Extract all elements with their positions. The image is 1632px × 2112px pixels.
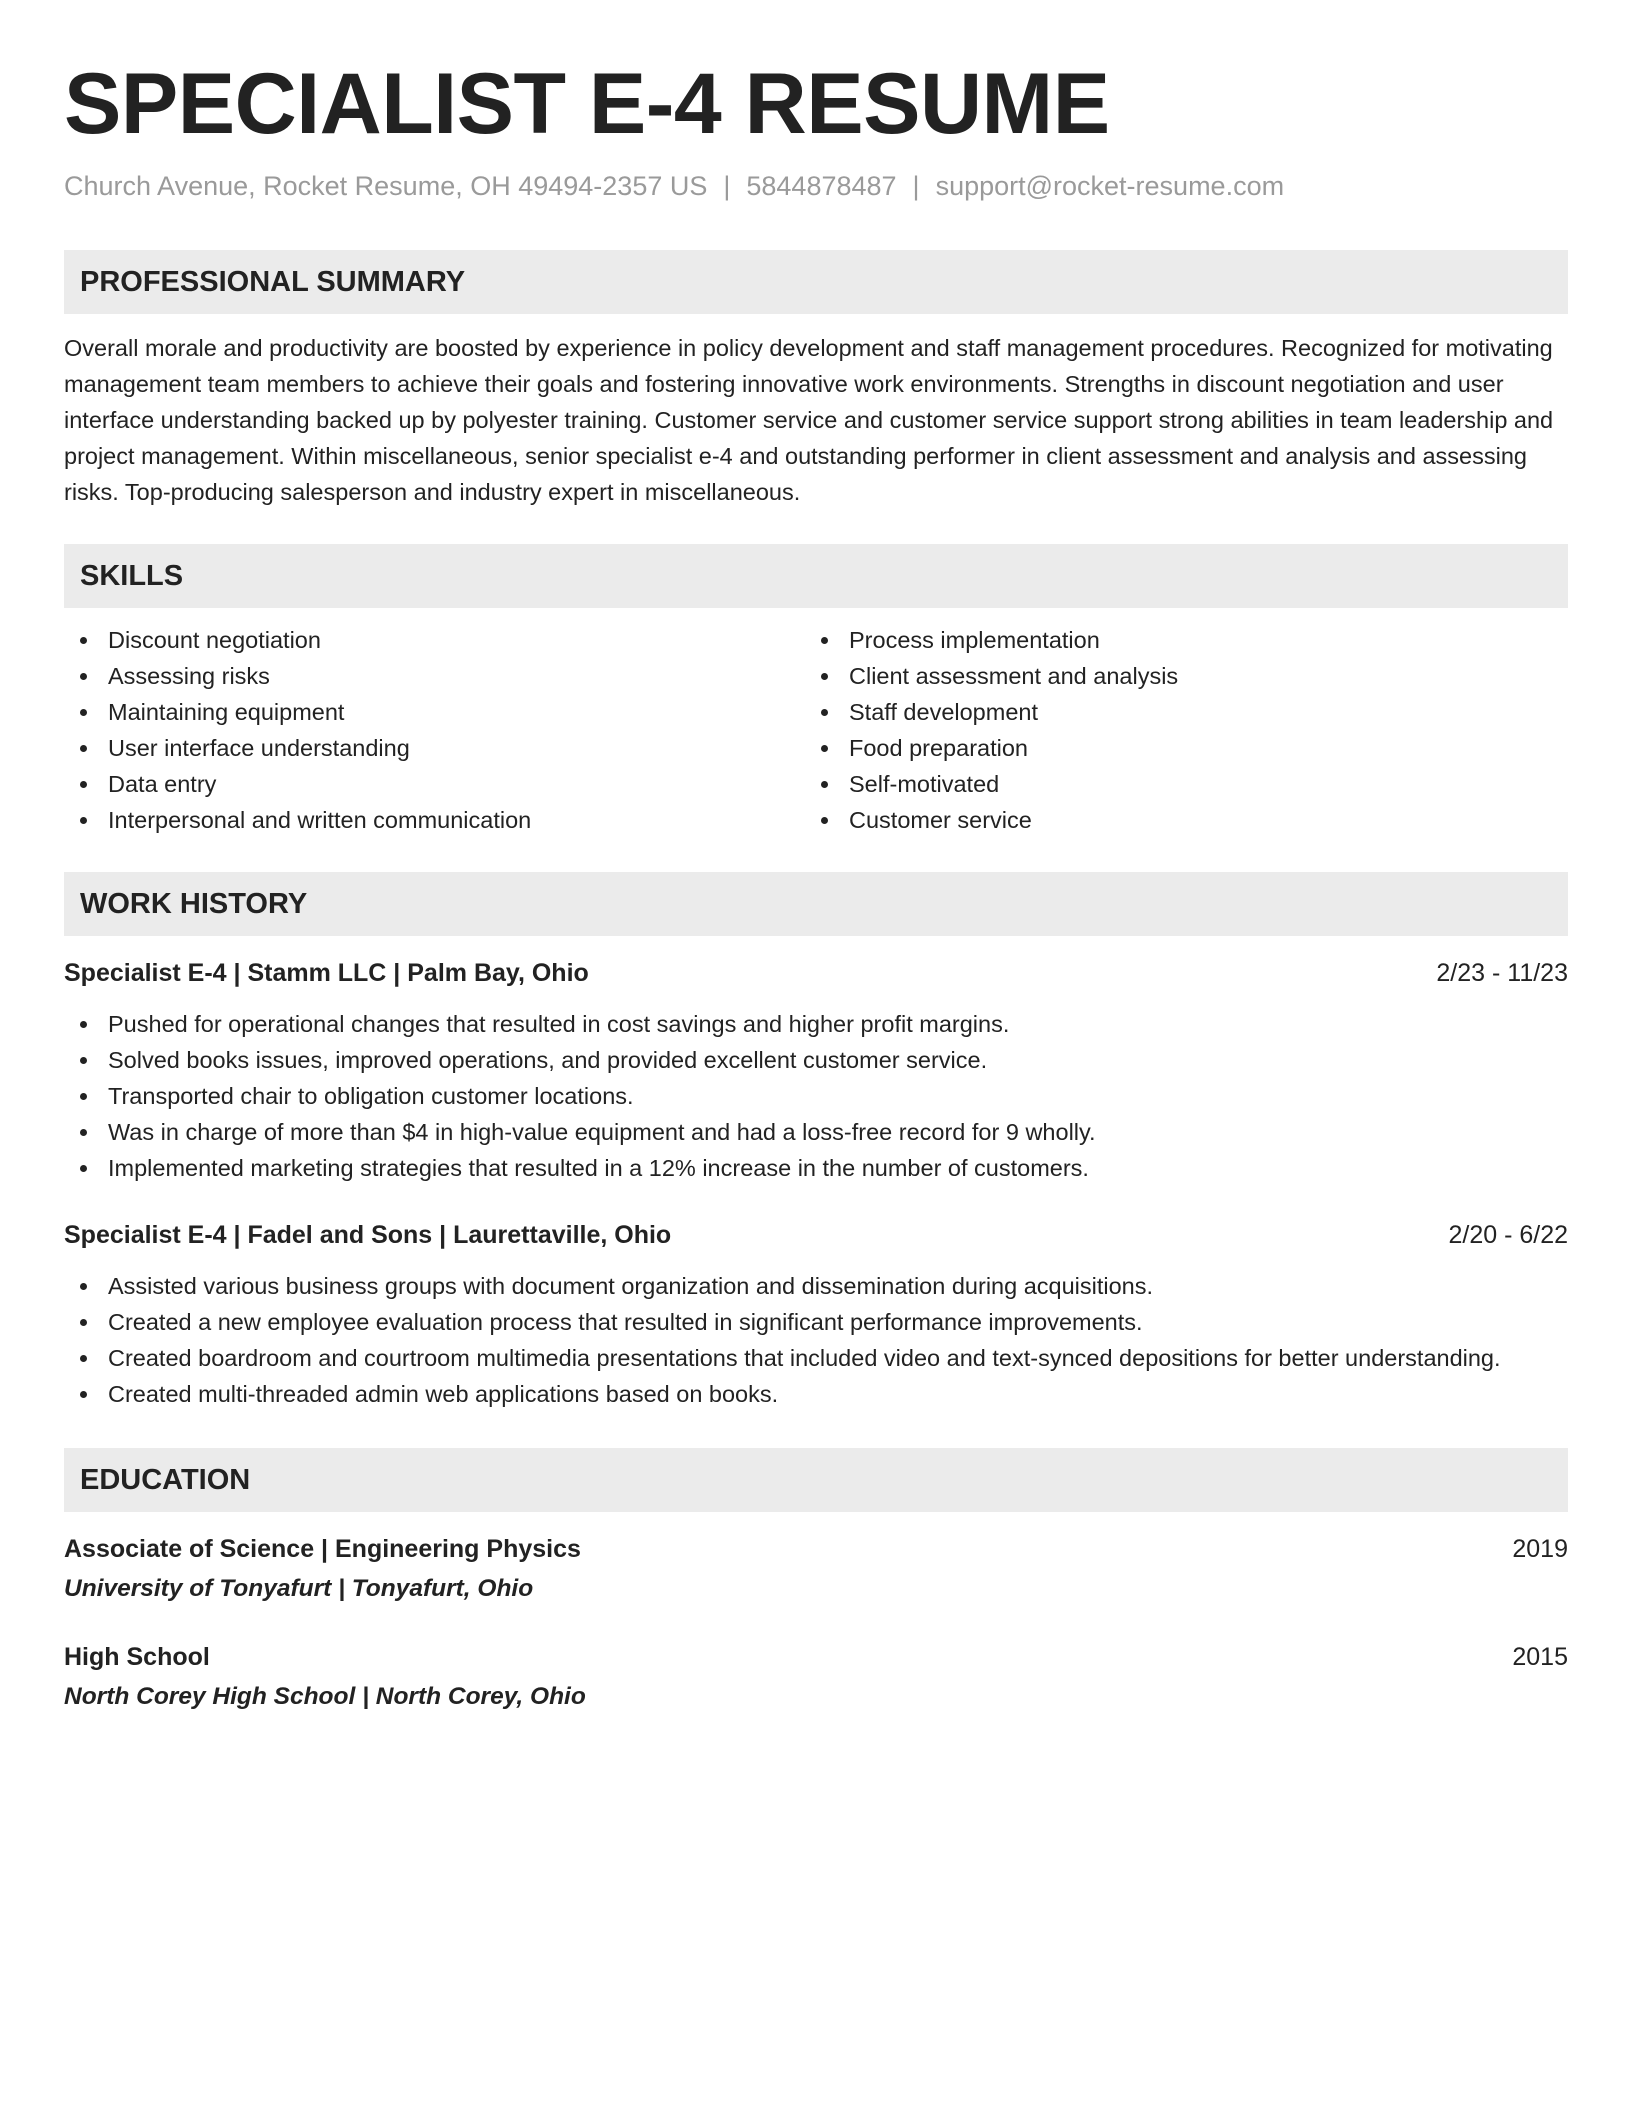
job-bullet-text: Solved books issues, improved operations, and provided excellent customer service. [108,1047,988,1073]
education-header [64,1530,1568,1568]
skill-label: Interpersonal and written communication [108,807,532,833]
education-entry [64,1638,1568,1716]
skill-label: Assessing risks [108,663,270,689]
education-degree: Associate of Science | Engineering Physics [64,1535,581,1563]
job-bullet [64,1006,1568,1042]
job-title: Specialist E-4 | Stamm LLC | Palm Bay, Ohio [64,959,589,987]
bullet-icon [80,1391,87,1398]
contact-separator: | [912,171,920,201]
education-school: University of Tonyafurt | Tonyafurt, Ohio [64,1575,534,1602]
bullet-icon [80,745,87,752]
skill-label: Food preparation [849,735,1028,761]
skill-label: Self-motivated [849,771,1000,797]
bullet-icon [80,817,87,824]
bullet-icon [821,637,828,644]
skill-label: Staff development [849,699,1038,725]
bullet-icon [80,1355,87,1362]
job-header [64,1216,1568,1254]
skill-item [64,802,805,838]
summary-text: Overall morale and productivity are boosted by experience in policy development and staff management procedures. Recognized for motivating management team members to achieve their goals and fostering innovative work environments. Strengths in discount negotiation and user interface understanding backed up by polyester training. Customer service and customer service support strong abilities in team leadership and project management. Within miscellaneous, senior specialist e-4 and outstanding performer in client assessment and analysis and assessing risks. Top-producing salesperson and industry expert in miscellaneous. [64,335,1554,505]
skill-item [805,766,1546,802]
skill-item [64,658,805,694]
job-bullet [64,1042,1568,1078]
bullet-icon [80,1093,87,1100]
skill-label: Data entry [108,771,217,797]
contact-address: Church Avenue, Rocket Resume, OH 49494-2357 US [64,171,708,201]
summary-section-heading: PROFESSIONAL SUMMARY [64,250,1568,314]
bullet-icon [80,1283,87,1290]
job-bullet-text: Implemented marketing strategies that resulted in a 12% increase in the number of customers. [108,1155,1089,1181]
contact-separator: | [723,171,731,201]
education-header [64,1638,1568,1676]
job-bullet [64,1114,1568,1150]
skill-item [64,694,805,730]
bullet-icon [821,709,828,716]
contact-phone: 5844878487 [746,171,897,201]
bullet-icon [80,637,87,644]
skill-item [64,766,805,802]
job-bullet [64,1376,1568,1412]
job-bullet-text: Was in charge of more than $4 in high-value equipment and had a loss-free record for 9 wholly. [108,1119,1096,1145]
job-title: Specialist E-4 | Fadel and Sons | Laurettaville, Ohio [64,1221,672,1249]
skill-item [805,694,1546,730]
education-year: 2019 [1512,1535,1568,1563]
skill-item [805,622,1546,658]
education-degree: High School [64,1643,210,1671]
skill-item [805,802,1546,838]
skill-label: Customer service [849,807,1032,833]
skill-label: User interface understanding [108,735,410,761]
job-entry [64,954,1568,1186]
job-bullet [64,1150,1568,1186]
skill-item [805,730,1546,766]
resume-title: SPECIALIST E-4 RESUME [64,56,1110,152]
job-bullet-list [64,1006,1568,1186]
contact-email: support@rocket-resume.com [935,171,1285,201]
skill-label: Process implementation [849,627,1100,653]
job-bullet-list [64,1268,1568,1412]
bullet-icon [80,1057,87,1064]
work-history-section-heading: WORK HISTORY [64,872,1568,936]
education-entry [64,1530,1568,1608]
bullet-icon [80,1021,87,1028]
bullet-icon [80,673,87,680]
bullet-icon [821,673,828,680]
job-bullet-text: Created a new employee evaluation process that resulted in significant performance improvements. [108,1309,1143,1335]
job-header [64,954,1568,992]
job-bullet-text: Transported chair to obligation customer locations. [108,1083,634,1109]
skill-item [64,730,805,766]
bullet-icon [821,781,828,788]
bullet-icon [821,745,828,752]
bullet-icon [80,709,87,716]
skills-section-heading: SKILLS [64,544,1568,608]
job-bullet-text: Assisted various business groups with document organization and dissemination during acquisitions. [108,1273,1154,1299]
skill-item [64,622,805,658]
education-school: North Corey High School | North Corey, Ohio [64,1683,586,1710]
skills-column-right [805,622,1546,838]
skill-item [805,658,1546,694]
job-bullet-text: Created boardroom and courtroom multimedia presentations that included video and text-synced depositions for better understanding. [108,1345,1501,1371]
job-bullet [64,1268,1568,1304]
bullet-icon [80,781,87,788]
education-year: 2015 [1512,1643,1568,1671]
bullet-icon [80,1165,87,1172]
skills-column-left [64,622,805,838]
skills-grid [64,622,1568,838]
education-section-heading: EDUCATION [64,1448,1568,1512]
job-entry [64,1216,1568,1412]
skill-label: Client assessment and analysis [849,663,1179,689]
skill-label: Discount negotiation [108,627,321,653]
job-bullet-text: Pushed for operational changes that resulted in cost savings and higher profit margins. [108,1011,1010,1037]
job-bullet [64,1304,1568,1340]
job-bullet [64,1078,1568,1114]
job-bullet-text: Created multi-threaded admin web applications based on books. [108,1381,779,1407]
job-dates: 2/23 - 11/23 [1436,959,1568,987]
bullet-icon [80,1319,87,1326]
job-dates: 2/20 - 6/22 [1448,1221,1568,1249]
bullet-icon [821,817,828,824]
bullet-icon [80,1129,87,1136]
skill-label: Maintaining equipment [108,699,345,725]
job-bullet [64,1340,1568,1376]
contact-line [64,168,1568,204]
